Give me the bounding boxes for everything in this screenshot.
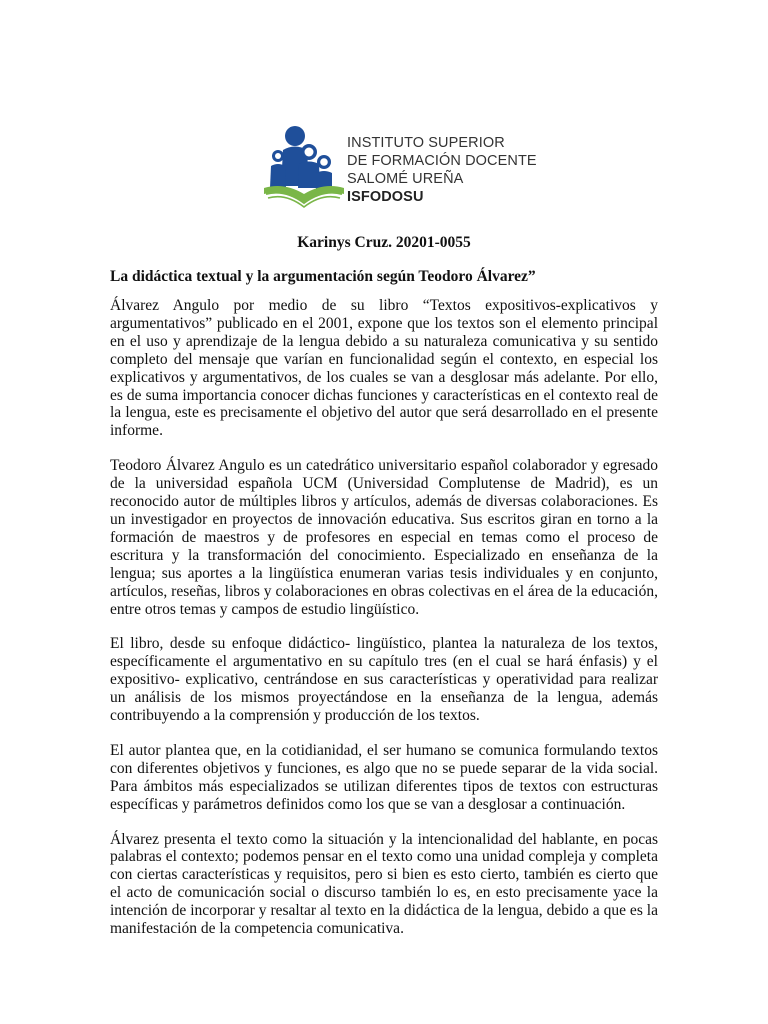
paragraph: El libro, desde su enfoque didáctico- lingüístico, plantea la naturaleza de los textos, específicamente el argumentativo en su capítulo tres (en el cual se hará énfasis) y el expositivo- explicativo, centrándose en sus características y operatividad para realizar un análisis de los mismos proyectándose en la enseñanza de la lengua, además contribuyendo a la comprensión y producción de los textos. (110, 635, 658, 725)
paragraph: Teodoro Álvarez Angulo es un catedrático universitario español colaborador y egresado de la universidad española UCM (Universidad Complutense de Madrid), es un reconocido autor de múltiples libros y artículos, además de diversas colaboraciones. Es un investigador en proyectos de innovación educativa. Sus escritos giran en torno a la formación de maestros y de profesores en especial en temas como el proceso de escritura y la transformación del conocimiento. Especializado en enseñanza de la lengua; sus aportes a la lingüística enumeran varias tesis individuales y en conjunto, artículos, reseñas, libros y colaboraciones en obras colectivas en el área de la educación, entre otros temas y campos de estudio lingüístico. (110, 457, 658, 618)
logo-emblem-icon (262, 122, 346, 214)
paragraph: Álvarez Angulo por medio de su libro “Textos expositivos-explicativos y argumentativos” publicado en el 2001, expone que los textos son el elemento principal en el uso y aprendizaje de la lengua debido a su naturaleza comunicativa y su sentido completo del mensaje que varían en funcionalidad según el contexto, en especial los explicativos y argumentativos, de los cuales se van a desglosar más adelante. Por ello, es de suma importancia conocer dichas funciones y características en el contexto real de la lengua, este es precisamente el objetivo del autor que será desarrollado en el presente informe. (110, 297, 658, 440)
document-body (110, 297, 658, 955)
paragraph: El autor plantea que, en la cotidianidad, el ser humano se comunica formulando textos con diferentes objetivos y funciones, es algo que no se puede separar de la vida social. Para ámbitos más especializados se utilizan diferentes tipos de textos con estructuras específicas y parámetros definidos como los que se van a desglosar a continuación. (110, 741, 658, 813)
document-title: Karinys Cruz. 20201-0055 (297, 234, 471, 251)
logo-line-1: INSTITUTO SUPERIOR (347, 135, 505, 151)
logo-line-2: DE FORMACIÓN DOCENTE (347, 153, 537, 169)
institution-logo (262, 122, 537, 214)
document-subtitle: La didáctica textual y la argumentación según Teodoro Álvarez” (110, 268, 536, 285)
logo-abbreviation: ISFODOSU (347, 189, 424, 205)
logo-text (347, 134, 537, 206)
logo-line-3: SALOMÉ UREÑA (347, 171, 464, 187)
paragraph: Álvarez presenta el texto como la situación y la intencionalidad del hablante, en pocas palabras el contexto; podemos pensar en el texto como una unidad compleja y completa con ciertas características y requisitos, pero si bien es esto cierto, también es cierto que el acto de comunicación social o discurso también lo es, en esto precisamente yace la intención de incorporar y resaltar al texto en la didáctica de la lengua, debido a que es la manifestación de la competencia comunicativa. (110, 830, 658, 938)
